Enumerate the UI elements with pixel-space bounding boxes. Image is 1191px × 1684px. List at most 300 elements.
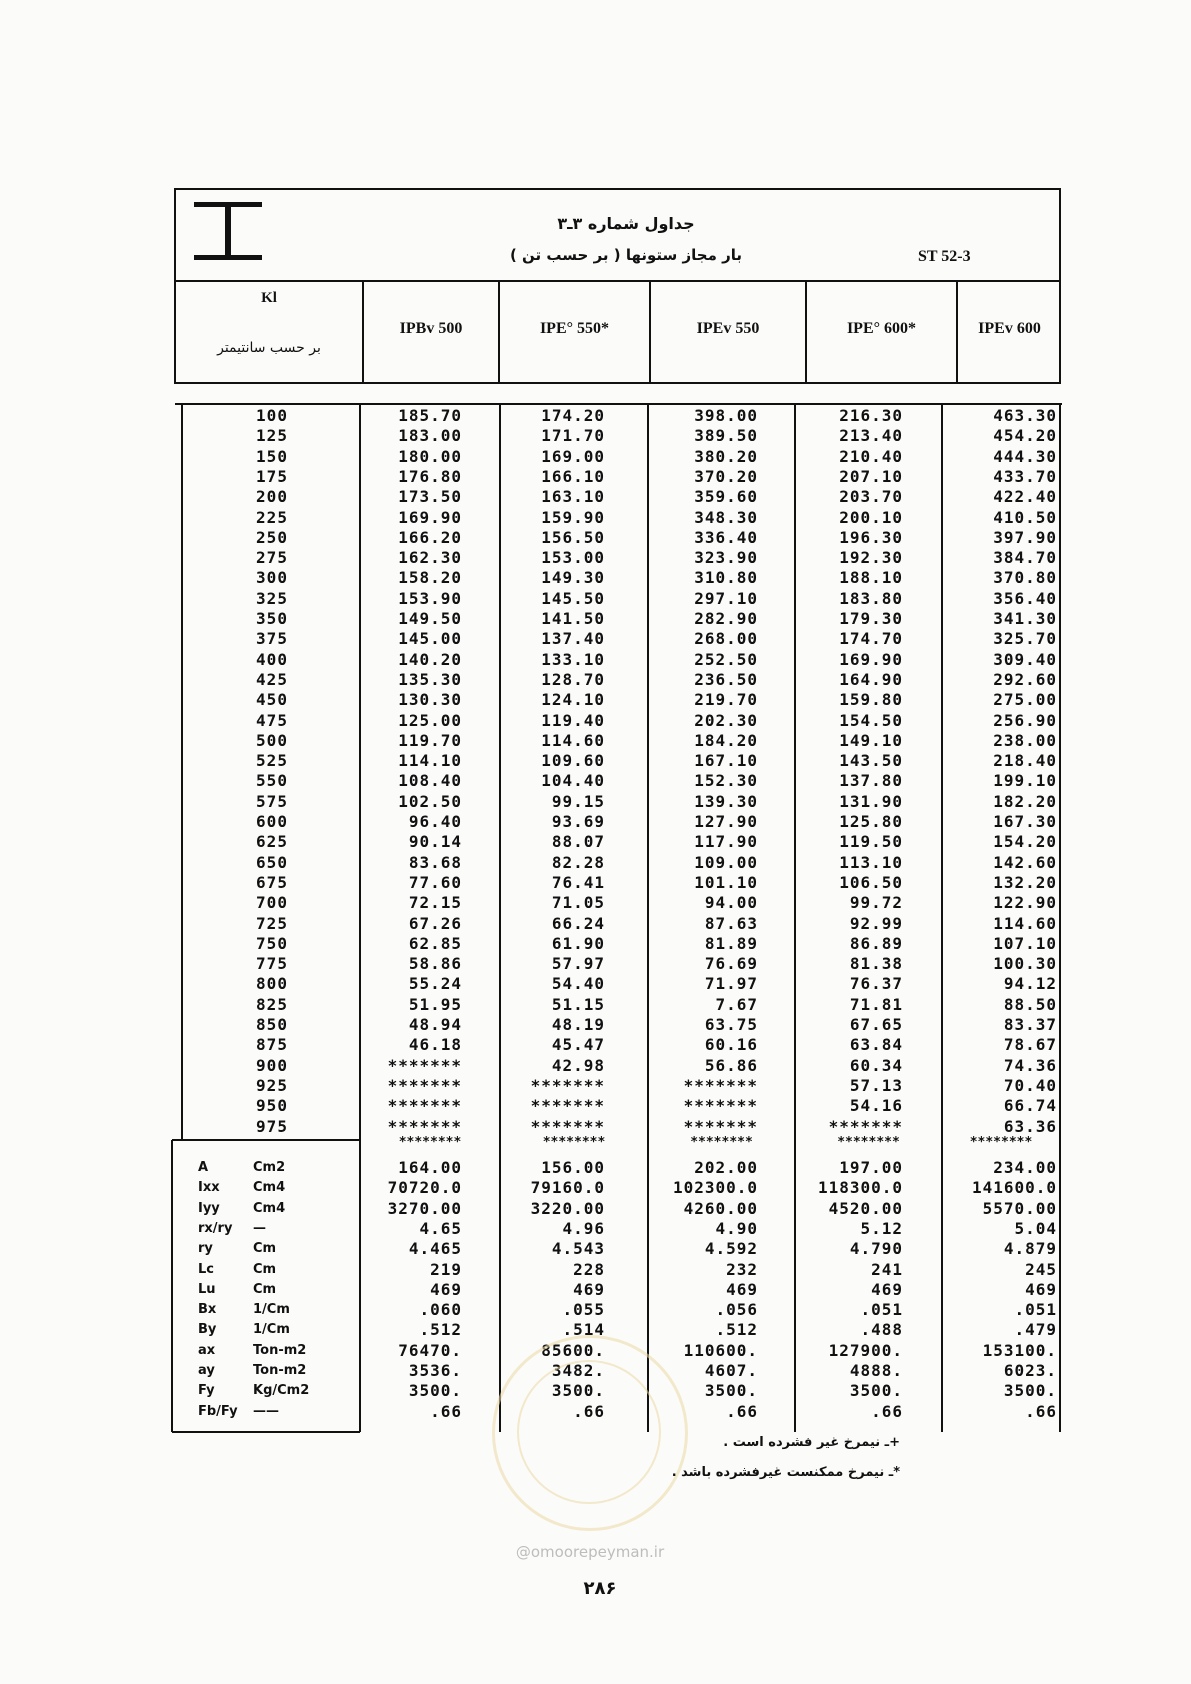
- property-value: 3500.: [551, 1381, 605, 1401]
- kl-header: Kl: [261, 290, 277, 306]
- property-symbol: A: [198, 1160, 209, 1175]
- property-value: 4607.: [704, 1361, 758, 1380]
- kl-unit: بر حسب سانتیمتر: [217, 340, 321, 356]
- property-value: 70720.0: [387, 1178, 462, 1198]
- load-value: 454.20: [993, 426, 1057, 446]
- load-value: 67.65: [849, 1015, 903, 1034]
- property-value: 127900.: [828, 1340, 903, 1360]
- load-value: 88.07: [551, 832, 605, 852]
- kl-value: 150: [256, 446, 288, 466]
- load-value: *******: [683, 1096, 758, 1116]
- load-value: 202.30: [694, 710, 758, 730]
- property-unit: 1/Cm: [253, 1302, 290, 1318]
- separator-stars: ********: [837, 1134, 900, 1150]
- property-value: .055: [562, 1300, 605, 1320]
- property-value: .051: [1014, 1300, 1057, 1320]
- property-value: 153100.: [982, 1340, 1057, 1360]
- property-value: .514: [562, 1320, 605, 1340]
- load-value: 124.10: [541, 690, 605, 710]
- load-value: 99.15: [551, 791, 605, 811]
- load-value: 145.00: [398, 629, 462, 649]
- load-value: *******: [828, 1116, 903, 1136]
- load-value: 370.20: [694, 466, 758, 486]
- property-unit: Kg/Cm2: [253, 1383, 310, 1399]
- watermark-text: @omoorepeyman.ir: [515, 1543, 665, 1561]
- property-value: 85600.: [541, 1340, 605, 1360]
- property-value: 4.90: [715, 1218, 758, 1238]
- property-value: 118300.0: [817, 1178, 903, 1198]
- load-value: *******: [683, 1075, 758, 1095]
- property-symbol: By: [198, 1322, 217, 1338]
- column-header: IPE° 600*: [805, 282, 956, 382]
- footnote: *ـ نیمرخ ممکنست غیرفشرده باشد .: [671, 1465, 900, 1480]
- kl-value: 375: [256, 629, 288, 649]
- load-value: 100.30: [993, 954, 1057, 974]
- property-value: 102300.0: [672, 1178, 758, 1198]
- load-value: *******: [387, 1116, 462, 1136]
- load-value: 149.30: [541, 568, 605, 588]
- load-value: 66.24: [551, 913, 605, 933]
- load-value: 71.97: [704, 974, 758, 994]
- load-value: 183.80: [839, 588, 903, 608]
- separator-stars: ********: [969, 1134, 1033, 1150]
- load-value: 83.68: [408, 852, 462, 872]
- load-value: 292.60: [993, 669, 1057, 689]
- kl-value: 425: [256, 669, 288, 689]
- property-value: .512: [715, 1320, 758, 1340]
- load-value: 48.19: [551, 1015, 605, 1034]
- load-value: 122.90: [993, 893, 1057, 913]
- load-value: 219.70: [694, 690, 758, 710]
- load-value: 66.74: [1003, 1096, 1057, 1116]
- load-value: 7.67: [715, 994, 758, 1014]
- load-value: 370.80: [993, 568, 1057, 588]
- property-unit: Ton-m2: [253, 1342, 307, 1358]
- property-value: 79160.0: [530, 1178, 605, 1198]
- load-value: 256.90: [993, 710, 1057, 730]
- load-value: 54.40: [551, 974, 605, 994]
- load-value: 152.30: [694, 771, 758, 791]
- kl-value: 625: [256, 832, 288, 852]
- load-value: 102.50: [398, 791, 462, 811]
- property-value: 6023.: [1003, 1361, 1057, 1380]
- load-value: 94.12: [1003, 974, 1057, 994]
- property-value: 3220.00: [530, 1198, 605, 1218]
- load-value: 61.90: [551, 933, 605, 953]
- property-value: .66: [573, 1401, 605, 1421]
- load-value: 87.63: [704, 913, 758, 933]
- load-value: 325.70: [993, 629, 1057, 649]
- load-value: 77.60: [408, 872, 462, 892]
- load-value: 398.00: [694, 406, 758, 425]
- load-value: 153.00: [541, 548, 605, 568]
- property-value: 241: [871, 1259, 903, 1279]
- load-value: 114.10: [398, 751, 462, 771]
- load-value: 167.30: [993, 812, 1057, 831]
- load-value: 76.69: [704, 954, 758, 974]
- load-value: 210.40: [839, 446, 903, 466]
- load-value: 70.40: [1003, 1075, 1057, 1095]
- load-value: 174.70: [839, 629, 903, 649]
- property-value: 5.12: [860, 1218, 903, 1238]
- property-value: 4.65: [419, 1218, 462, 1238]
- kl-value: 125: [256, 426, 288, 446]
- load-value: 159.90: [541, 507, 605, 527]
- load-value: 119.50: [839, 832, 903, 852]
- kl-value: 675: [256, 872, 288, 892]
- property-value: 4520.00: [828, 1198, 903, 1218]
- property-value: .66: [726, 1401, 758, 1421]
- load-value: 323.90: [694, 548, 758, 568]
- header-title-band: [176, 190, 1059, 282]
- property-symbol: Lu: [198, 1281, 216, 1297]
- kl-value: 825: [256, 994, 288, 1014]
- footnotes: [560, 1428, 900, 1488]
- load-value: 282.90: [694, 609, 758, 628]
- property-unit: Cm2: [253, 1160, 286, 1175]
- load-value: 389.50: [694, 426, 758, 446]
- load-value: 174.20: [541, 406, 605, 425]
- load-value: 183.00: [398, 426, 462, 446]
- kl-value: 250: [256, 527, 288, 547]
- load-value: 132.20: [993, 872, 1057, 892]
- load-value: 463.30: [993, 406, 1057, 425]
- load-value: 166.10: [541, 466, 605, 486]
- column-header: IPBv 500: [362, 282, 498, 382]
- kl-value: 650: [256, 852, 288, 872]
- property-symbol: Fy: [198, 1383, 215, 1399]
- load-value: 67.26: [408, 913, 462, 933]
- load-value: 185.70: [398, 406, 462, 425]
- load-value: 310.80: [694, 568, 758, 588]
- page-number: ۲۸۶: [583, 1578, 617, 1599]
- load-value: 216.30: [839, 406, 903, 425]
- property-value: 4.96: [562, 1218, 605, 1238]
- load-value: 106.50: [839, 872, 903, 892]
- load-value: 140.20: [398, 649, 462, 669]
- load-value: 60.34: [849, 1055, 903, 1075]
- separator-stars: ********: [690, 1134, 753, 1150]
- kl-value: 700: [256, 893, 288, 913]
- load-value: 203.70: [839, 487, 903, 507]
- load-value: 60.16: [704, 1035, 758, 1055]
- load-value: 142.60: [993, 852, 1057, 872]
- load-value: 159.80: [839, 690, 903, 710]
- load-value: 42.98: [551, 1055, 605, 1075]
- property-value: .060: [419, 1300, 462, 1320]
- kl-value: 500: [256, 730, 288, 750]
- load-value: 169.90: [839, 649, 903, 669]
- property-unit: Cm: [253, 1281, 277, 1297]
- load-value: 137.40: [541, 629, 605, 649]
- property-value: 110600.: [683, 1340, 758, 1360]
- load-value: 101.10: [694, 872, 758, 892]
- column-header: IPE° 550*: [498, 282, 649, 382]
- property-value: 3500.: [1003, 1381, 1057, 1401]
- property-symbol: Fb/Fy: [198, 1403, 238, 1419]
- i-beam-icon: [192, 200, 264, 262]
- load-value: 76.37: [849, 974, 903, 994]
- load-value: 238.00: [993, 730, 1057, 750]
- kl-value: 950: [256, 1096, 288, 1116]
- kl-value: 600: [256, 812, 288, 831]
- property-value: 469: [726, 1279, 758, 1299]
- property-unit: 1/Cm: [253, 1322, 290, 1338]
- kl-value: 550: [256, 771, 288, 791]
- property-value: 141600.0: [971, 1178, 1057, 1198]
- property-value: .056: [715, 1300, 758, 1320]
- property-unit: Cm: [253, 1241, 277, 1257]
- load-value: 107.10: [993, 933, 1057, 953]
- property-unit: Cm: [253, 1261, 277, 1277]
- load-value: 137.80: [839, 771, 903, 791]
- load-value: 81.89: [704, 933, 758, 953]
- load-value: 143.50: [839, 751, 903, 771]
- load-value: 422.40: [993, 487, 1057, 507]
- load-value: 169.90: [398, 507, 462, 527]
- load-value: 130.30: [398, 690, 462, 710]
- load-value: 169.00: [541, 446, 605, 466]
- load-value: 236.50: [694, 669, 758, 689]
- property-unit: Cm4: [253, 1180, 286, 1196]
- load-value: 55.24: [408, 974, 462, 994]
- load-value: 164.90: [839, 669, 903, 689]
- load-value: 56.86: [704, 1055, 758, 1075]
- load-value: 163.10: [541, 487, 605, 507]
- load-value: 156.50: [541, 527, 605, 547]
- load-value: 117.90: [694, 832, 758, 852]
- load-value: 109.00: [694, 852, 758, 872]
- load-value: 57.97: [551, 954, 605, 974]
- load-value: 179.30: [839, 609, 903, 628]
- property-symbol: rx/ry: [198, 1220, 233, 1236]
- kl-value: 400: [256, 649, 288, 669]
- load-value: 108.40: [398, 771, 462, 791]
- load-value: 199.10: [993, 771, 1057, 791]
- property-value: 234.00: [993, 1158, 1057, 1177]
- load-value: 133.10: [541, 649, 605, 669]
- table-header: [174, 188, 1061, 384]
- property-value: 3536.: [408, 1361, 462, 1380]
- load-value: 46.18: [408, 1035, 462, 1055]
- load-value: 167.10: [694, 751, 758, 771]
- load-value: 72.15: [408, 893, 462, 913]
- load-value: 309.40: [993, 649, 1057, 669]
- load-value: 176.80: [398, 466, 462, 486]
- property-symbol: Bx: [198, 1302, 217, 1318]
- property-value: 4260.00: [683, 1198, 758, 1218]
- load-value: 380.20: [694, 446, 758, 466]
- property-value: 4.790: [849, 1239, 903, 1259]
- load-value: 200.10: [839, 507, 903, 527]
- table-subtitle: بار مجاز ستونها ( بر حسب تن ): [509, 246, 743, 264]
- load-value: 71.05: [551, 893, 605, 913]
- load-value: 63.36: [1003, 1116, 1057, 1136]
- kl-value: 475: [256, 710, 288, 730]
- kl-value: 900: [256, 1055, 288, 1075]
- property-unit: Ton-m2: [253, 1363, 307, 1378]
- property-value: 202.00: [694, 1158, 758, 1177]
- load-value: 71.81: [849, 994, 903, 1014]
- property-value: 245: [1025, 1259, 1057, 1279]
- load-value: 158.20: [398, 568, 462, 588]
- load-value: 54.16: [849, 1096, 903, 1116]
- kl-value: 850: [256, 1015, 288, 1034]
- property-symbol: Ixx: [198, 1180, 220, 1196]
- load-value: 113.10: [839, 852, 903, 872]
- load-value: 359.60: [694, 487, 758, 507]
- load-value: 78.67: [1003, 1035, 1057, 1055]
- property-value: 219: [430, 1259, 462, 1279]
- load-value: 48.94: [408, 1015, 462, 1034]
- kl-value: 875: [256, 1035, 288, 1055]
- load-value: *******: [387, 1096, 462, 1116]
- property-value: 156.00: [541, 1158, 605, 1177]
- load-value: 213.40: [839, 426, 903, 446]
- load-value: 94.00: [704, 893, 758, 913]
- load-value: 149.10: [839, 730, 903, 750]
- load-value: 173.50: [398, 487, 462, 507]
- footnote: +ـ نیمرخ غیر فشرده است .: [723, 1435, 900, 1450]
- kl-value: 450: [256, 690, 288, 710]
- load-value: *******: [387, 1055, 462, 1075]
- load-value: 58.86: [408, 954, 462, 974]
- load-value: 114.60: [541, 730, 605, 750]
- kl-value: 975: [256, 1116, 288, 1136]
- column-header: IPEv 550: [649, 282, 805, 382]
- kl-value: 350: [256, 609, 288, 628]
- load-value: 444.30: [993, 446, 1057, 466]
- property-value: 3482.: [551, 1361, 605, 1380]
- property-symbol: ry: [198, 1241, 213, 1257]
- property-value: 4.879: [1003, 1239, 1057, 1259]
- load-value: 433.70: [993, 466, 1057, 486]
- load-value: 128.70: [541, 669, 605, 689]
- load-value: 341.30: [993, 609, 1057, 628]
- column-header: IPEv 600: [956, 282, 1061, 382]
- steel-grade: ST 52-3: [918, 248, 971, 265]
- property-value: 3500.: [408, 1381, 462, 1401]
- load-value: 145.50: [541, 588, 605, 608]
- separator-stars: ********: [542, 1134, 606, 1150]
- property-value: .66: [1025, 1401, 1057, 1421]
- load-value: 119.70: [398, 730, 462, 750]
- load-value: 63.75: [704, 1015, 758, 1034]
- kl-value: 175: [256, 466, 288, 486]
- load-value: 62.85: [408, 933, 462, 953]
- load-value: 252.50: [694, 649, 758, 669]
- property-symbol: ay: [198, 1363, 215, 1378]
- load-value: 336.40: [694, 527, 758, 547]
- load-value: 153.90: [398, 588, 462, 608]
- kl-value: 525: [256, 751, 288, 771]
- property-value: 164.00: [398, 1158, 462, 1177]
- load-value: 182.20: [993, 791, 1057, 811]
- load-value: *******: [530, 1075, 605, 1095]
- load-value: 410.50: [993, 507, 1057, 527]
- property-value: .66: [430, 1401, 462, 1421]
- load-value: 356.40: [993, 588, 1057, 608]
- load-value: 76.41: [551, 872, 605, 892]
- property-value: 469: [430, 1279, 462, 1299]
- property-value: .479: [1014, 1320, 1057, 1340]
- load-value: 180.00: [398, 446, 462, 466]
- load-value: 96.40: [408, 812, 462, 831]
- kl-value: 575: [256, 791, 288, 811]
- property-value: 3500.: [704, 1381, 758, 1401]
- load-value: 297.10: [694, 588, 758, 608]
- load-value: 114.60: [993, 913, 1057, 933]
- load-value: 81.38: [849, 954, 903, 974]
- load-value: 92.99: [849, 913, 903, 933]
- kl-value: 925: [256, 1075, 288, 1095]
- kl-value: 725: [256, 913, 288, 933]
- kl-value: 275: [256, 548, 288, 568]
- load-value: 218.40: [993, 751, 1057, 771]
- load-value: 149.50: [398, 609, 462, 628]
- kl-value: 300: [256, 568, 288, 588]
- load-value: *******: [530, 1116, 605, 1136]
- load-value: 139.30: [694, 791, 758, 811]
- load-value: 104.40: [541, 771, 605, 791]
- load-value: 93.69: [551, 812, 605, 831]
- property-value: 4.592: [704, 1239, 758, 1259]
- property-value: .512: [419, 1320, 462, 1340]
- kl-value: 225: [256, 507, 288, 527]
- load-value: 207.10: [839, 466, 903, 486]
- property-value: 469: [871, 1279, 903, 1299]
- load-value: 51.95: [408, 994, 462, 1014]
- load-value: 90.14: [408, 832, 462, 852]
- load-value: 348.30: [694, 507, 758, 527]
- property-value: .488: [860, 1320, 903, 1340]
- property-value: 232: [726, 1259, 758, 1279]
- property-value: .051: [860, 1300, 903, 1320]
- load-value: 397.90: [993, 527, 1057, 547]
- property-value: 3500.: [849, 1381, 903, 1401]
- load-value: 82.28: [551, 852, 605, 872]
- load-value: 88.50: [1003, 994, 1057, 1014]
- property-value: 4888.: [849, 1361, 903, 1380]
- property-value: 228: [573, 1259, 605, 1279]
- load-value: *******: [387, 1075, 462, 1095]
- load-value: 86.89: [849, 933, 903, 953]
- property-value: 5.04: [1014, 1218, 1057, 1238]
- kl-value: 775: [256, 954, 288, 974]
- load-value: *******: [683, 1116, 758, 1136]
- load-value: 45.47: [551, 1035, 605, 1055]
- load-value: 275.00: [993, 690, 1057, 710]
- load-value: 109.60: [541, 751, 605, 771]
- property-value: 469: [1025, 1279, 1057, 1299]
- load-value: 188.10: [839, 568, 903, 588]
- load-value: 135.30: [398, 669, 462, 689]
- load-value: 125.00: [398, 710, 462, 730]
- load-value: 192.30: [839, 548, 903, 568]
- property-symbol: ax: [198, 1342, 216, 1358]
- property-unit: ——: [253, 1403, 279, 1419]
- load-value: 196.30: [839, 527, 903, 547]
- property-value: 469: [573, 1279, 605, 1299]
- load-value: 51.15: [551, 994, 605, 1014]
- load-value: *******: [530, 1096, 605, 1116]
- load-value: 63.84: [849, 1035, 903, 1055]
- kl-value: 800: [256, 974, 288, 994]
- kl-value: 100: [256, 406, 288, 425]
- kl-value: 200: [256, 487, 288, 507]
- load-value: 154.50: [839, 710, 903, 730]
- separator-stars: ********: [398, 1134, 462, 1150]
